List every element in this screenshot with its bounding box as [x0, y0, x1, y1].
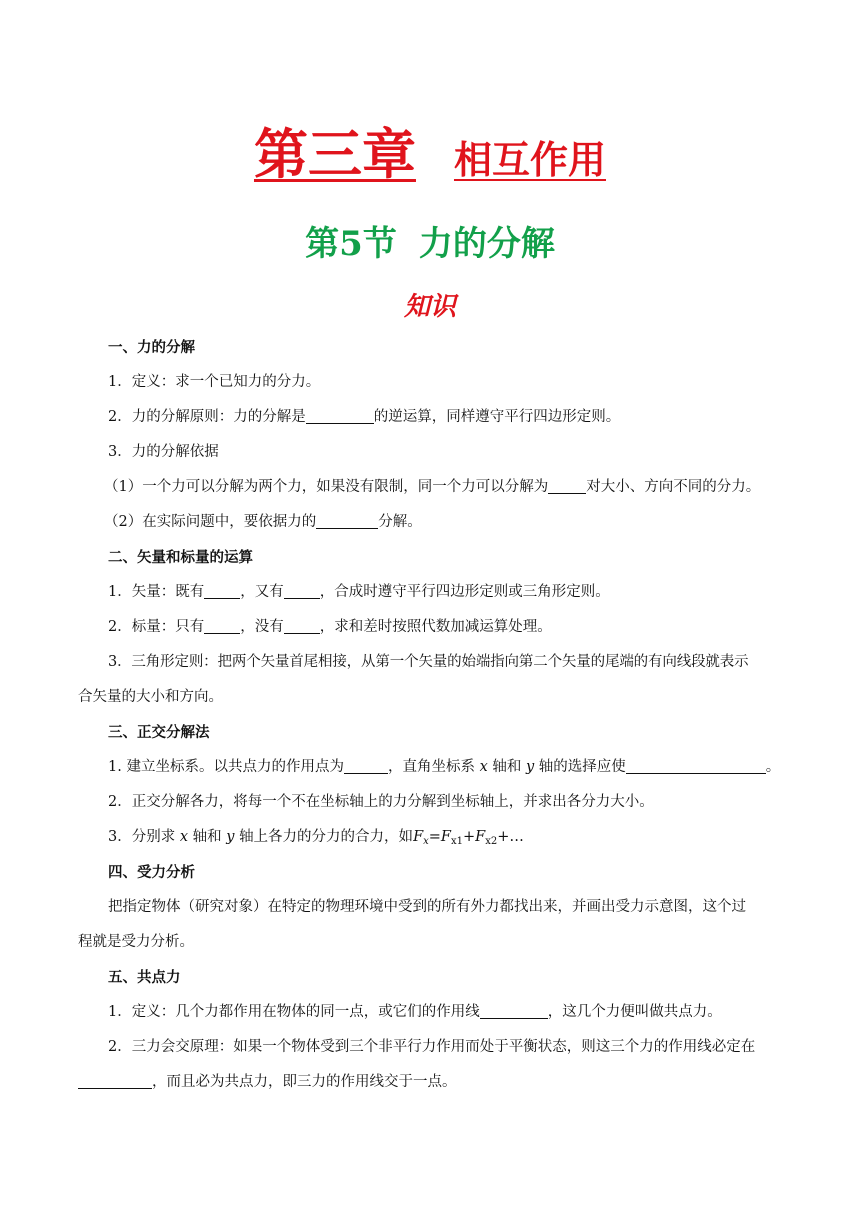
paragraph: 3．三角形定则：把两个矢量首尾相接，从第一个矢量的始端指向第二个矢量的尾端的有向线段就表示	[108, 654, 749, 670]
section-heading	[0, 216, 860, 265]
paragraph: 1．定义：求一个已知力的分力。	[108, 374, 321, 390]
heading-force-decomposition: 一、力的分解	[108, 339, 195, 356]
fill-blank[interactable]	[316, 510, 378, 529]
paragraph: 3．分别求 x 轴和 y 轴上各力的分力的合力，如$F_x=F_{x1}+F_{x2}+\dots$	[108, 829, 524, 847]
paragraph: 2．力的分解原则：力的分解是 的逆运算，同样遵守平行四边形定则。	[78, 400, 788, 435]
paragraph-continued: ，而且必为共点力，即三力的作用线交于一点。	[78, 1065, 788, 1100]
chapter-number: 第三章	[253, 122, 416, 186]
heading-vector-scalar: 二、矢量和标量的运算	[108, 549, 253, 566]
section-number: 第5节	[305, 224, 397, 264]
heading-force-analysis: 四、受力分析	[108, 864, 195, 881]
fill-blank[interactable]	[204, 615, 240, 634]
content-body	[78, 330, 788, 1100]
fill-blank[interactable]	[548, 475, 586, 494]
fill-blank[interactable]	[204, 580, 240, 599]
fill-blank[interactable]	[626, 755, 766, 774]
fill-blank[interactable]	[78, 1070, 152, 1089]
paragraph: 3．力的分解依据	[108, 444, 219, 460]
chapter-heading	[0, 112, 860, 189]
section-title: 力的分解	[418, 224, 555, 264]
fill-blank[interactable]	[344, 755, 388, 774]
fill-blank[interactable]	[284, 615, 320, 634]
paragraph: 把指定物体（研究对象）在特定的物理环境中受到的所有外力都找出来，并画出受力示意图，这个过	[108, 899, 746, 915]
paragraph: 1．矢量：既有 ，又有 ，合成时遵守平行四边形定则或三角形定则。	[78, 575, 788, 610]
fill-blank[interactable]	[306, 405, 374, 424]
paragraph: （1）一个力可以分解为两个力，如果没有限制，同一个力可以分解为 对大小、方向不同的分力。	[78, 470, 788, 505]
chapter-title: 相互作用	[453, 137, 606, 182]
heading-orthogonal-decomposition: 三、正交分解法	[108, 724, 210, 741]
fill-blank[interactable]	[284, 580, 320, 599]
paragraph: 2．正交分解各力，将每一个不在坐标轴上的力分解到坐标轴上，并求出各分力大小。	[108, 794, 654, 810]
paragraph: 2．三力会交原理：如果一个物体受到三个非平行力作用而处于平衡状态，则这三个力的作用线必定在	[108, 1039, 756, 1055]
paragraph: 1. 建立坐标系。以共点力的作用点为 ，直角坐标系 x 轴和 y 轴的选择应使 。	[78, 750, 788, 785]
fill-blank[interactable]	[480, 1000, 548, 1019]
paragraph: 1．定义：几个力都作用在物体的同一点，或它们的作用线 ，这几个力便叫做共点力。	[78, 995, 788, 1030]
paragraph-continued: 合矢量的大小和方向。	[78, 689, 223, 705]
paragraph: （2）在实际问题中，要依据力的 分解。	[78, 505, 788, 540]
paragraph-continued: 程就是受力分析。	[78, 934, 194, 950]
paragraph: 2．标量：只有 ，没有 ，求和差时按照代数加减运算处理。	[78, 610, 788, 645]
heading-concurrent-forces: 五、共点力	[108, 969, 181, 986]
knowledge-subtitle: 知识	[403, 292, 456, 322]
